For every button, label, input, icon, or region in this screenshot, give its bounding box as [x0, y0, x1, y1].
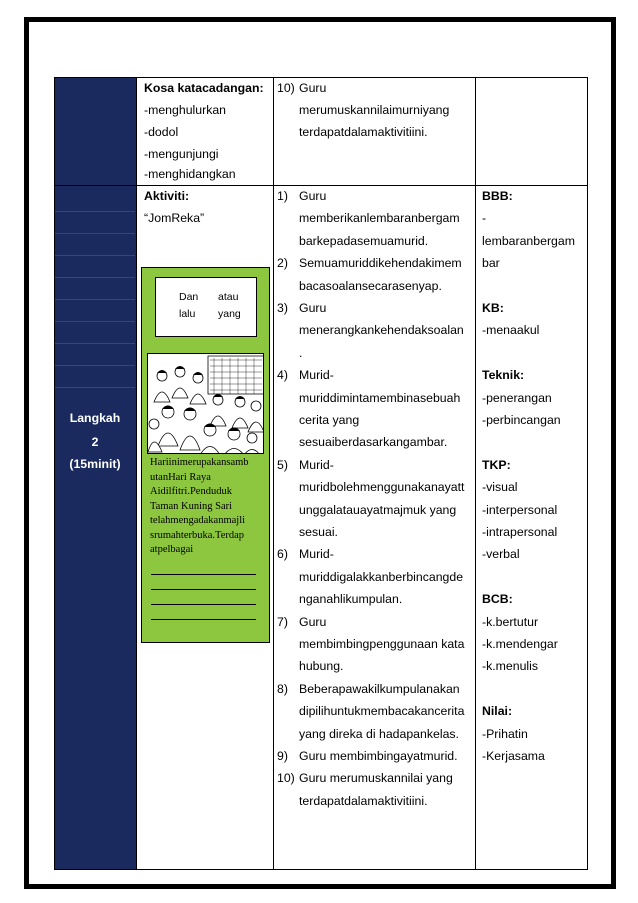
note-item: -interpersonal — [482, 502, 558, 517]
note-item: -penerangan — [482, 390, 552, 405]
step-text: Guru — [299, 301, 327, 315]
passage-line: utanHari Raya — [150, 471, 211, 483]
note-item: -k.bertutur — [482, 614, 539, 629]
step-number: 1) — [277, 189, 288, 203]
note-item: -k.menulis — [482, 659, 539, 674]
step-number: 4) — [277, 368, 288, 383]
step-number: 10) — [277, 771, 295, 786]
blank-line — [151, 589, 256, 590]
note-item: -Prihatin — [482, 726, 528, 741]
step-text: . — [299, 345, 303, 360]
step-text: Semuamuriddikehendakimem — [299, 256, 462, 271]
step-text: Guru — [299, 614, 327, 629]
step-text: cerita yang — [299, 413, 360, 427]
step-text: terdapatdalamaktivitiini. — [299, 125, 428, 139]
grid-line — [475, 77, 476, 870]
crowd-drawing — [148, 354, 264, 454]
step-text: terdapatdalamaktivitiini. — [299, 793, 428, 808]
note-heading: Teknik: — [482, 368, 525, 383]
note-item: -menaakul — [482, 323, 540, 338]
blank-line — [151, 574, 256, 575]
note-heading: TKP: — [482, 457, 511, 472]
vocab-item: -mengunjungi — [144, 147, 219, 161]
passage-line: Aidilfitri.Penduduk — [150, 486, 232, 497]
step-label: Langkah — [69, 411, 121, 425]
step-number-label: 2 — [91, 435, 99, 449]
grid-line — [136, 77, 137, 870]
step-text: muriddimintamembinasebuah — [299, 390, 461, 405]
crowd-illustration — [147, 353, 264, 454]
activity-title: Aktiviti: — [144, 189, 190, 203]
step-number: 10) — [277, 81, 295, 95]
note-item: -verbal — [482, 547, 520, 562]
connector-word: atau — [218, 291, 239, 303]
navy-divider — [55, 343, 135, 344]
step-text: nganahlikumpulan. — [299, 592, 403, 607]
step-text: Guru membimbingayatmurid. — [299, 749, 458, 763]
step-number: 2) — [277, 256, 288, 271]
connector-word: Dan — [179, 291, 199, 303]
note-item: -intrapersonal — [482, 525, 558, 539]
grid-line — [587, 77, 588, 870]
step-text: hubung. — [299, 659, 344, 674]
vocab-item: -menghulurkan — [144, 103, 227, 117]
blank-line — [151, 619, 256, 620]
passage-line: srumahterbuka.Terdap — [150, 529, 245, 541]
step-text: yang direka di hadapankelas. — [299, 726, 459, 741]
step-text: Murid- — [299, 368, 334, 383]
vocab-item: -menghidangkan — [144, 167, 236, 181]
step-text: barkepadasemuamurid. — [299, 233, 429, 248]
step-text: menerangkankehendaksoalan — [299, 323, 464, 338]
passage-line: atpelbagai — [150, 544, 194, 555]
blank-line — [151, 604, 256, 605]
step-text: merumuskannilaimurniyang — [299, 103, 450, 117]
step-number: 5) — [277, 457, 288, 472]
step-text: unggalatauayatmajmuk yang — [299, 502, 457, 517]
step-text: Beberapawakilkumpulanakan — [299, 681, 460, 696]
step-text: Murid- — [299, 547, 334, 562]
step-time: (15minit) — [69, 457, 121, 471]
grid-line — [273, 77, 274, 870]
grid-line — [54, 869, 588, 870]
step-text: Guru — [299, 81, 327, 95]
navy-divider — [55, 387, 135, 388]
step-text: dipilihuntukmembacakancerita — [299, 704, 465, 719]
step-number: 8) — [277, 681, 288, 696]
step-text: muriddigalakkanberbincangde — [299, 569, 464, 584]
step-text: memberikanlembaranbergam — [299, 211, 460, 226]
step-number: 7) — [277, 614, 288, 629]
step-text: muridbolehmenggunakanayatt — [299, 480, 465, 495]
worksheet-passage — [150, 456, 266, 558]
passage-line: Taman Kuning Sari — [150, 500, 233, 512]
navy-divider — [55, 365, 135, 366]
note-heading: BBB: — [482, 189, 513, 203]
step-text: Guru merumuskannilai yang — [299, 771, 453, 786]
navy-divider — [55, 321, 135, 322]
connector-words-box — [155, 277, 257, 337]
navy-divider — [55, 211, 135, 212]
vocab-item: -dodol — [144, 125, 179, 139]
note-heading: KB: — [482, 301, 504, 315]
note-item: -Kerjasama — [482, 749, 545, 763]
step-text: sesuai. — [299, 525, 338, 539]
navy-divider — [55, 299, 135, 300]
connector-word: yang — [218, 308, 241, 320]
note-item: bar — [482, 256, 500, 271]
navy-divider — [55, 233, 135, 234]
step-number: 3) — [277, 301, 288, 315]
note-heading: BCB: — [482, 592, 513, 607]
passage-line: telahmengadakanmajli — [150, 515, 246, 526]
note-heading: Nilai: — [482, 704, 513, 719]
worksheet-card — [141, 267, 270, 643]
note-item: -perbincangan — [482, 413, 561, 427]
step-text: sesuaiberdasarkangambar. — [299, 435, 448, 450]
note-item: -k.mendengar — [482, 637, 558, 651]
note-item: - — [482, 211, 487, 226]
passage-line: Hariinimerupakansamb — [150, 457, 249, 468]
step-number: 6) — [277, 547, 288, 562]
navy-divider — [55, 277, 135, 278]
step-number: 9) — [277, 749, 288, 763]
navy-divider — [55, 255, 135, 256]
step-text: bacasoalansecarasenyap. — [299, 278, 442, 293]
note-item: -visual — [482, 480, 518, 495]
step-text: Murid- — [299, 457, 334, 472]
step-text: Guru — [299, 189, 327, 203]
connector-word: lalu — [179, 308, 196, 320]
vocab-heading: Kosa katacadangan: — [144, 81, 264, 95]
note-item: lembaranbergam — [482, 233, 575, 248]
activity-name: “JomReka” — [144, 211, 205, 225]
step-text: membimbingpenggunaan kata — [299, 637, 465, 651]
